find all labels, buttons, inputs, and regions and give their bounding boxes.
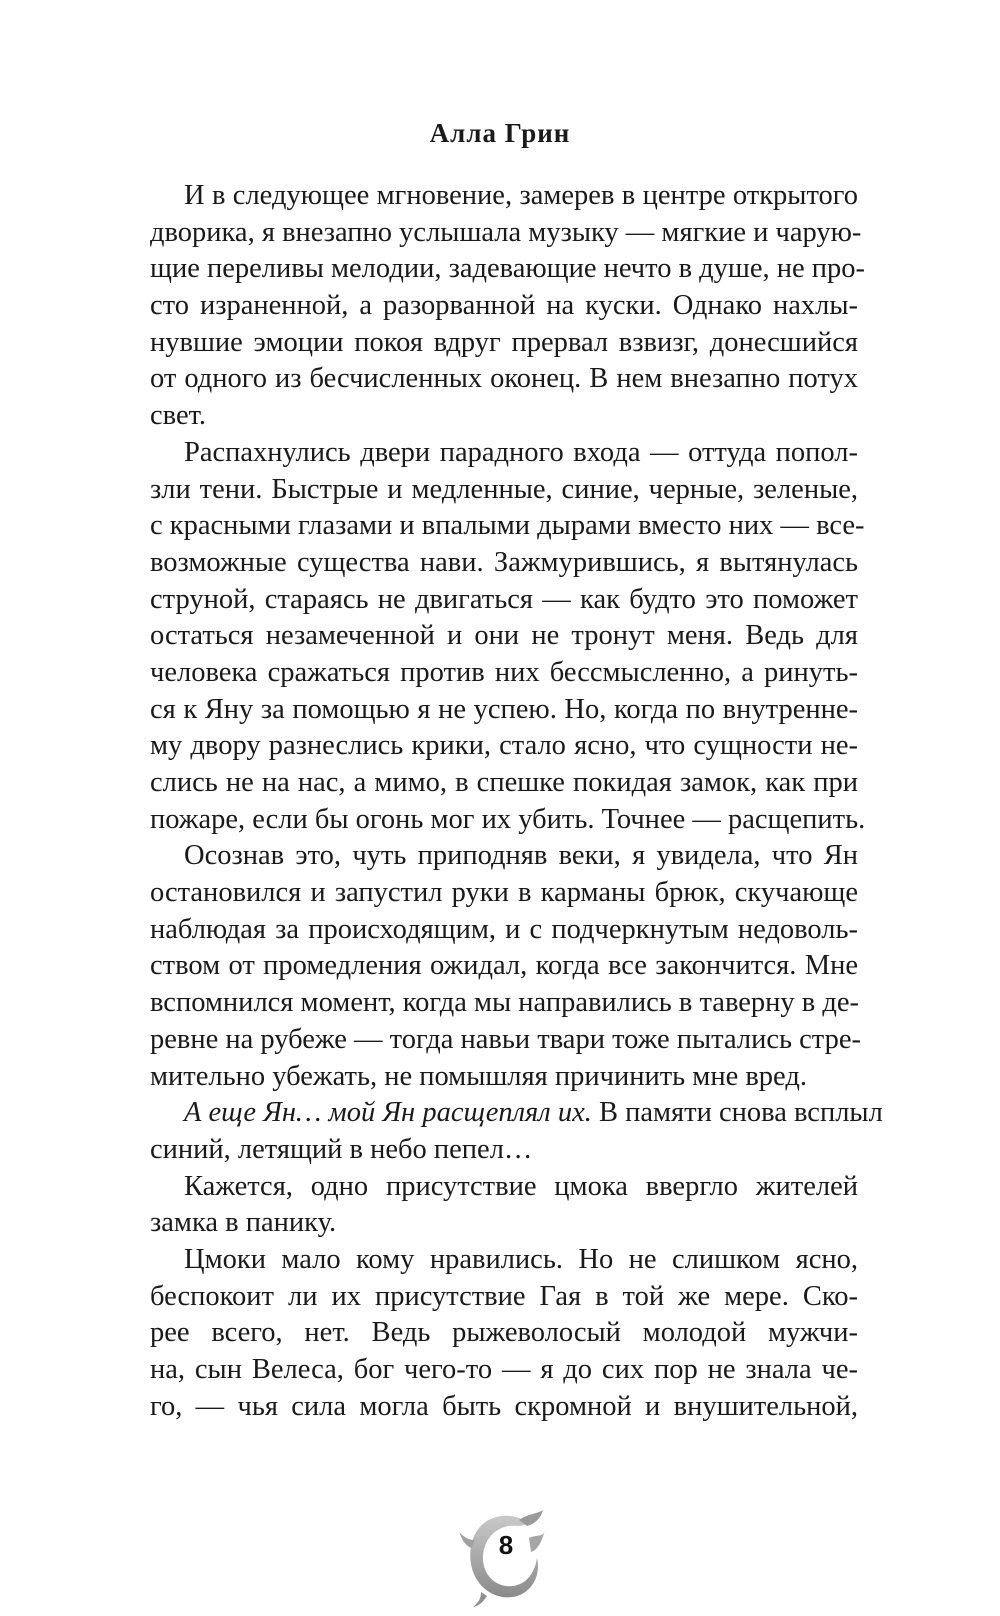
text-line: с красными глазами и впалыми дырами вместо них — все- (150, 510, 865, 542)
text-line: пожаре, если бы огонь мог их убить. Точнее — расщепить. (150, 803, 866, 835)
text-line: нувшие эмоции покоя вдруг прервал взвизг, донесшийся (150, 326, 858, 358)
text-line: му двору разнеслись крики, стало ясно, что сущности не- (150, 730, 858, 762)
text-line: возможные существа нави. Зажмурившись, я вытянулась (150, 546, 858, 578)
text-line: Цмоки мало кому нравились. Но не слишком ясно, (184, 1243, 858, 1275)
text-line: Распахнулись двери парадного входа — оттуда попол- (184, 436, 858, 468)
page-number: 8 (498, 1530, 514, 1560)
text-line: го, — чья сила могла быть скромной и внушительной, (150, 1390, 858, 1422)
text-line: ревне на рубеже — тогда навьи твари тоже пытались стре- (150, 1023, 861, 1055)
text-line: Осознав это, чуть приподняв веки, я увидела, что Ян (184, 840, 858, 872)
text-line: вспомнился момент, когда мы направились в таверну в де- (150, 987, 859, 1019)
text-line: дворика, я внезапно услышала музыку — мягкие и чарую- (150, 216, 862, 248)
text-line: наблюдая за происходящим, и с подчеркнутым недоволь- (150, 913, 858, 945)
text-line: рее всего, нет. Ведь рыжеволосый молодой мужчи- (150, 1317, 858, 1349)
text-line: Кажется, одно присутствие цмока ввергло жителей (184, 1170, 858, 1202)
text-line: синий, летящий в небо пепел… (150, 1133, 533, 1165)
text-line: человека сражаться против них бессмысленно, а ринуть- (150, 656, 858, 688)
running-header-author: Алла Грин (429, 118, 571, 148)
text-line: струной, стараясь не двигаться — как будто это поможет (150, 583, 858, 615)
text-line: ством от промедления ожидал, когда все закончится. Мне (150, 950, 858, 982)
text-line: остаться незамеченной и они не тронут меня. Ведь для (150, 620, 858, 652)
text-line (150, 1095, 883, 1132)
italic-phrase: А еще Ян… мой Ян расщеплял их. (184, 1097, 592, 1129)
body-text (150, 178, 883, 1425)
text-line: остановился и запустил руки в карманы брюк, скучающе (150, 877, 858, 909)
text-line: от одного из бесчисленных оконец. В нем внезапно потух (150, 363, 858, 395)
text-line: щие переливы мелодии, задевающие нечто в душе, не про- (150, 253, 866, 285)
text-line: беспокоит ли их присутствие Гая в той же мере. Ско- (150, 1280, 858, 1312)
text-line: мительно убежать, не помышляя причинить мне вред. (150, 1060, 807, 1092)
text-line: свет. (150, 400, 207, 432)
text-line: слись не на нас, а мимо, в спешке покидая замок, как при (150, 767, 858, 798)
text-line: И в следующее мгновение, замерев в центре открытого (184, 180, 858, 211)
text-line: сто израненной, а разорванной на куски. Однако нахлы- (150, 290, 858, 322)
text-line: ся к Яну за помощью я не успею. Но, когда по внутренне- (150, 693, 858, 725)
text-line: зли тени. Быстрые и медленные, синие, черные, зеленые, (150, 473, 858, 505)
text-line: на, сын Велеса, бог чего-то — я до сих пор не знала че- (150, 1354, 858, 1385)
text-line: замка в панику. (150, 1207, 337, 1239)
text-fragment: В памяти снова всплыл (591, 1097, 883, 1129)
